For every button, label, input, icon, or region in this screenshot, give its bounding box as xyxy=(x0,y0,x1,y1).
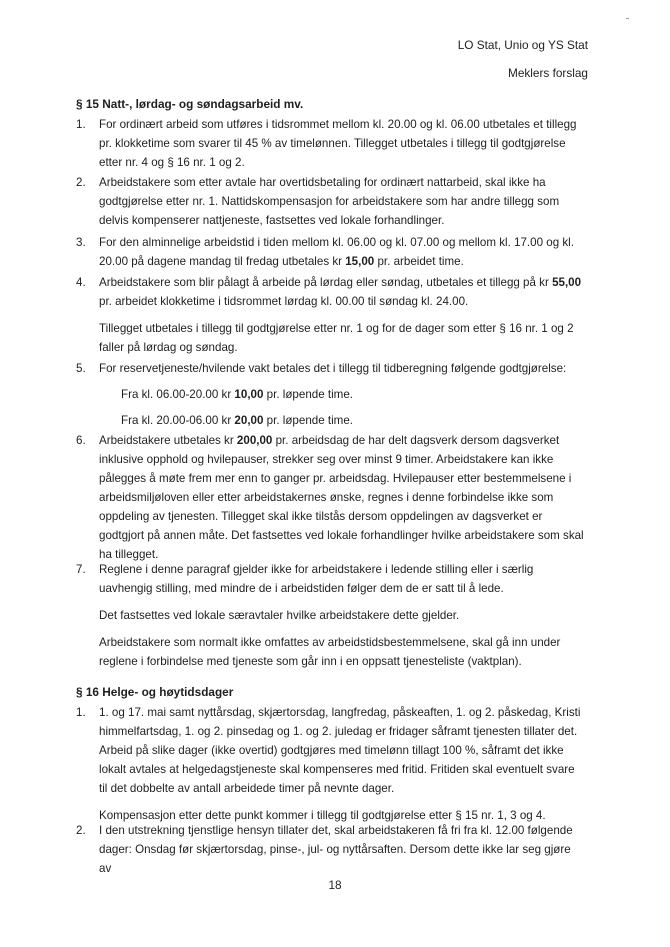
amount: 200,00 xyxy=(236,434,273,447)
rate-line-day: Fra kl. 06.00-20.00 kr 10,00 pr. løpende time. xyxy=(121,388,354,401)
amount: 55,00 xyxy=(552,276,582,289)
item-text-post: pr. arbeidsdag de har delt dagsverk dersom dagsverket inklusive opphold og hvilepauser, strekker seg over minst 9 timer. Arbeidstakere kan ikke pålegges å møte frem mer enn to ganger pr. arbeidsdag. Hvilepauser etter bestemmelsene i arbeidsmiljøloven eller etter arbeidstakernes ønske, regnes i denne forbindelse ikke som oppdeling av tjenesten. Tillegget skal ikke tilstås dersom oppdelingen av dagsverket er godtgjort på annen måte. Det fastsettes ved lokale forhandlinger hvilke arbeidstakere som skal ha tillegget. xyxy=(99,434,584,561)
s15-item-2 xyxy=(76,173,586,230)
amount: 10,00 xyxy=(234,388,264,401)
item-text: 1. og 17. mai samt nyttårsdag, skjærtorsdag, langfredag, påskeaften, 1. og 2. påskedag, Kristi himmelfartsdag, 1. og 2. pinsedag og 1. og 2. juledag er fridager såframt tjenesten tillater det. Arbeid på slike dager (ikke overtid) godtgjøres med timelønn tillagt 100 %, såframt det ikke lokalt avtales at helgedagstjeneste skal kompenseres med fritid. Fritiden skal eventuelt svare til det dobbelte av antall arbeidede timer på nevnte dager. xyxy=(99,706,581,795)
item-text xyxy=(99,233,586,271)
item-number: 7. xyxy=(76,563,86,576)
item-number: 4. xyxy=(76,276,86,289)
item-text: I den utstrekning tjenstlige hensyn tillater det, skal arbeidstakeren få fri fra kl. 12.00 følgende dager: Onsdag før skjærtorsdag, pinse-, jul- og nyttårsaften. Dersom dette ikke lar seg gjøre av xyxy=(99,824,573,875)
item-paragraph: Tillegget utbetales i tillegg til godtgjørelse etter nr. 1 og for de dager som etter § 16 nr. 1 og 2 faller på lørdag og søndag. xyxy=(99,322,574,354)
item-number: 1. xyxy=(76,118,86,131)
item-text-pre: For den alminnelige arbeidstid i tiden mellom kl. 06.00 og kl. 07.00 og mellom kl. 17.00 og kl. 20.00 på dagene mandag til fredag utbetales kr xyxy=(99,236,574,268)
s16-item-2 xyxy=(76,821,586,878)
item-text: For reservetjeneste/hvilende vakt betales det i tillegg til tidberegning følgende godtgjørelse: xyxy=(99,362,567,375)
item-text: Arbeidstakere som etter avtale har overtidsbetaling for ordinært nattarbeid, skal ikke ha godtgjørelse etter nr. 1. Nattidskompensasjon for arbeidstakere som har andre tillegg som delvis kompenserer nattjeneste, fastsettes ved lokale forhandlinger. xyxy=(99,176,560,227)
item-text-pre: Arbeidstakere utbetales kr xyxy=(99,434,237,447)
s15-item-4 xyxy=(76,273,586,357)
item-text xyxy=(99,431,586,564)
item-number: 2. xyxy=(76,176,86,189)
item-paragraph: Det fastsettes ved lokale særavtaler hvilke arbeidstakere dette gjelder. xyxy=(99,609,460,622)
item-number: 3. xyxy=(76,236,86,249)
header-proposal: Meklers forslag xyxy=(508,66,588,80)
scan-mark xyxy=(626,18,629,19)
item-paragraph: Arbeidstakere som normalt ikke omfattes av arbeidstidsbestemmelsene, skal gå inn under reglene i forbindelse med tjeneste som går inn i en oppsatt tjenesteliste (vaktplan). xyxy=(99,636,561,668)
page-number: 18 xyxy=(328,878,342,892)
header-parties: LO Stat, Unio og YS Stat xyxy=(457,38,588,52)
s15-item-7 xyxy=(76,560,586,671)
item-paragraph: Kompensasjon etter dette punkt kommer i tillegg til godtgjørelse etter § 15 nr. 1, 3 og 4. xyxy=(99,809,546,822)
item-text-post: pr. arbeidet time. xyxy=(374,255,464,268)
item-number: 5. xyxy=(76,362,86,375)
item-number: 1. xyxy=(76,706,86,719)
amount: 20,00 xyxy=(234,414,264,427)
item-text-post: pr. arbeidet klokketime i tidsrommet lørdag kl. 00.00 til søndag kl. 24.00. xyxy=(99,295,469,308)
item-text xyxy=(99,273,586,311)
section-15-title: § 15 Natt-, lørdag- og søndagsarbeid mv. xyxy=(76,97,304,111)
s16-item-1 xyxy=(76,703,586,825)
item-text: Reglene i denne paragraf gjelder ikke for arbeidstakere i ledende stilling eller i særlig uavhengig stilling, med mindre de i arbeidstiden følger dem de er satt til å lede. xyxy=(99,563,534,595)
s15-item-6 xyxy=(76,431,586,564)
amount: 15,00 xyxy=(345,255,375,268)
item-number: 2. xyxy=(76,824,86,837)
section-16-title: § 16 Helge- og høytidsdager xyxy=(76,685,234,699)
rate-line-night: Fra kl. 20.00-06.00 kr 20,00 pr. løpende time. xyxy=(121,414,354,427)
s15-item-1 xyxy=(76,115,586,172)
item-text: For ordinært arbeid som utføres i tidsrommet mellom kl. 20.00 og kl. 06.00 utbetales et tillegg pr. klokketime som svarer til 45 % av timelønnen. Tillegget utbetales i tillegg til godtgjørelse etter nr. 4 og § 16 nr. 1 og 2. xyxy=(99,118,577,169)
s15-item-5 xyxy=(76,359,586,430)
item-text-pre: Arbeidstakere som blir pålagt å arbeide på lørdag eller søndag, utbetales et tillegg på kr xyxy=(99,276,553,289)
s15-item-3 xyxy=(76,233,586,271)
item-number: 6. xyxy=(76,434,86,447)
